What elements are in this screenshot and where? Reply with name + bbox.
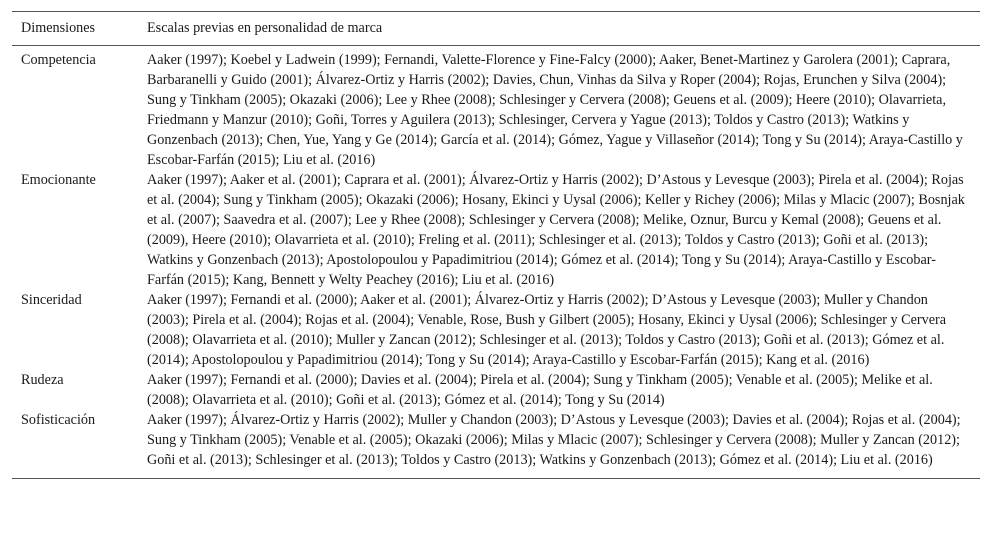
scales-cell: Aaker (1997); Álvarez-Ortiz y Harris (2002); Muller y Chandon (2003); D’Astous y Levesque (2003); Davies et al. (2004); Rojas et al. (2004); Sung y Tinkham (2005); Venable et al. (2005); Okazaki (2006); Milas y Mlacic (2007); Schlesinger y Cervera (2008); Muller y Zancan (2012); Goñi et al. (2013); Schlesinger et al. (2013); Toldos y Castro (2013); Watkins y Gonzenbach (2013); Gómez et al. (2014); Liu et al. (2016)	[147, 412, 961, 468]
brand-personality-table	[12, 11, 980, 479]
table-row	[12, 170, 980, 290]
scales-cell: Aaker (1997); Fernandi et al. (2000); Davies et al. (2004); Pirela et al. (2004); Sung y Tinkham (2005); Venable et al. (2005); Melike et al. (2008); Olavarrieta et al. (2010); Goñi et al. (2013); Gómez et al. (2014); Tong y Su (2014)	[147, 372, 933, 408]
scales-cell: Aaker (1997); Koebel y Ladwein (1999); Fernandi, Valette-Florence y Fine-Falcy (2000); Aaker, Benet-Martinez y Garolera (2001); Caprara, Barbaranelli y Guido (2001); Álvarez-Ortiz y Harris (2002); Davies, Chun, Vinhas da Silva y Roper (2004); Rojas, Erunchen y Silva (2004); Sung y Tinkham (2005); Okazaki (2006); Lee y Rhee (2008); Schlesinger y Cervera (2008); Geuens et al. (2009); Heere (2010); Olavarrieta, Friedmann y Manzur (2010); Goñi, Torres y Aguilera (2013); Schlesinger, Cervera y Yague (2013); Toldos y Castro (2013); Watkins y Gonzenbach (2013); Chen, Yue, Yang y Ge (2014); García et al. (2014); Gómez, Yague y Villaseñor (2014); Tong y Su (2014); Araya-Castillo y Escobar-Farfán (2015); Liu et al. (2016)	[147, 52, 963, 168]
table-header	[12, 12, 980, 46]
dimension-cell: Sofisticación	[21, 412, 96, 428]
scales-cell: Aaker (1997); Aaker et al. (2001); Caprara et al. (2001); Álvarez-Ortiz y Harris (2002); D’Astous y Levesque (2003); Pirela et al. (2004); Rojas et al. (2004); Sung y Tinkham (2005); Okazaki (2006); Hosany, Ekinci y Uysal (2006); Keller y Richey (2006); Milas y Mlacic (2007); Bosnjak et al. (2007); Saavedra et al. (2007); Lee y Rhee (2008); Schlesinger y Cervera (2008); Melike, Oznur, Burcu y Kemal (2008); Geuens et al. (2009), Heere (2010); Olavarrieta et al. (2010); Freling et al. (2011); Schlesinger et al. (2013); Toldos y Castro (2013); Goñi et al. (2013); Watkins y Gonzenbach (2013); Apostolopoulou y Papadimitriou (2014); Gómez et al. (2014); Tong y Su (2014); Araya-Castillo y Escobar-Farfán (2015); Kang, Bennett y Welty Peachey (2016); Liu et al. (2016)	[147, 172, 965, 288]
dimension-cell: Competencia	[21, 52, 96, 68]
table-body	[12, 46, 980, 479]
scales-cell: Aaker (1997); Fernandi et al. (2000); Aaker et al. (2001); Álvarez-Ortiz y Harris (2002); D’Astous y Levesque (2003); Muller y Chandon (2003); Pirela et al. (2004); Rojas et al. (2004); Venable, Rose, Bush y Gilbert (2005); Hosany, Ekinci y Uysal (2006); Schlesinger y Cervera (2008); Olavarrieta et al. (2010); Muller y Zancan (2012); Schlesinger et al. (2013); Toldos y Castro (2013); Goñi et al. (2013); Gómez et al. (2014); Apostolopoulou y Papadimitriou (2014); Tong y Su (2014); Araya-Castillo y Escobar-Farfán (2015); Kang et al. (2016)	[147, 292, 947, 368]
brand-personality-table-container	[12, 11, 980, 479]
table-row	[12, 290, 980, 370]
header-dimensiones: Dimensiones	[21, 20, 96, 36]
table-row	[12, 410, 980, 479]
header-escalas: Escalas previas en personalidad de marca	[147, 20, 383, 36]
table-row	[12, 46, 980, 171]
table-header-row	[12, 12, 980, 46]
dimension-cell: Emocionante	[21, 172, 96, 188]
dimension-cell: Rudeza	[21, 372, 64, 388]
dimension-cell: Sinceridad	[21, 292, 82, 308]
table-row	[12, 370, 980, 410]
